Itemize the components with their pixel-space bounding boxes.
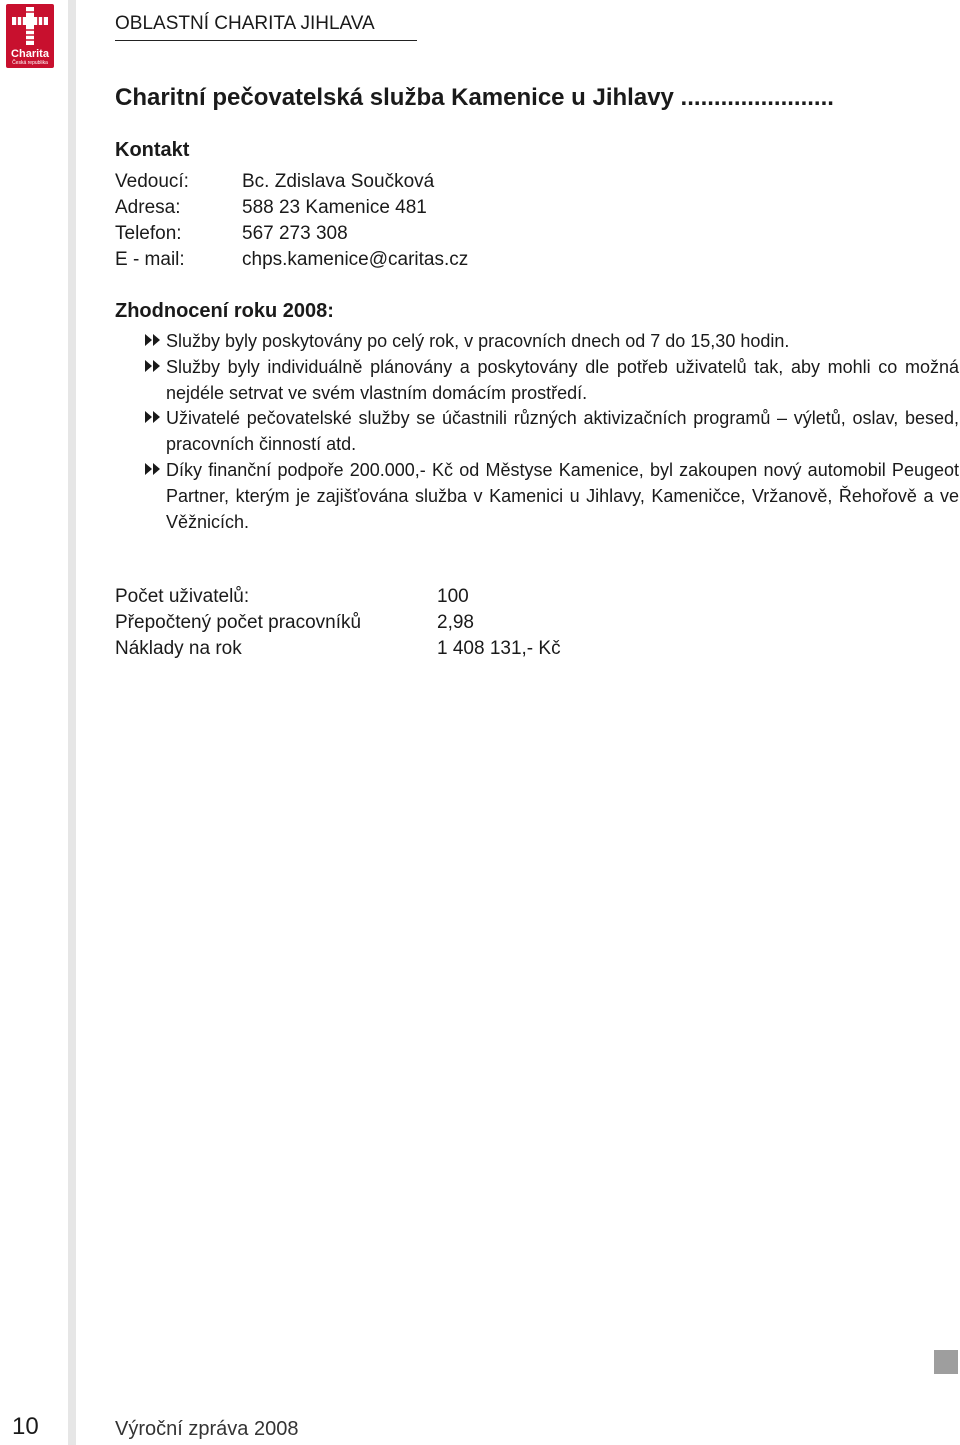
double-arrow-icon [144,359,162,373]
stat-value: 1 408 131,- Kč [437,638,561,659]
double-arrow-icon [144,333,162,347]
email-link[interactable]: chps.kamenice@caritas.cz [242,249,469,270]
footer-text: Výroční zpráva 2008 [115,1418,299,1440]
contact-label: Telefon: [115,223,182,244]
page-title: Charitní pečovatelská služba Kamenice u Jihlavy ....................... [115,84,834,111]
list-item-text: Služby byly poskytovány po celý rok, v pracovních dnech od 7 do 15,30 hodin. [166,331,790,351]
stat-label: Počet uživatelů: [115,586,250,607]
contact-row-email [115,247,468,273]
decorative-square [934,1350,958,1374]
charita-logo [6,4,54,68]
list-item [144,355,959,407]
list-item-text: Díky finanční podpoře 200.000,- Kč od Městyse Kamenice, byl zakoupen nový automobil Peugeot Partner, kterým je zajišťována služba v Kamenici u Jihlavy, Kameničce, Vržanově, Řehořově a ve Věžnicích. [166,459,959,532]
contact-value: 567 273 308 [242,223,348,244]
list-item [144,329,959,355]
statistics-table [115,584,561,662]
evaluation-heading: Zhodnocení roku 2008: [115,300,334,322]
list-item-text: Služby byly individuálně plánovány a poskytovány dle potřeb uživatelů tak, aby mohli co možná nejdéle setrvat ve svém vlastním domácím prostředí. [166,356,959,403]
double-arrow-icon [144,462,162,476]
stat-label: Přepočtený počet pracovníků [115,612,362,633]
stat-label: Náklady na rok [115,638,242,659]
stat-row-workers [115,610,561,636]
stat-row-costs [115,636,561,662]
contact-row-phone [115,221,348,247]
contact-row-manager [115,169,434,195]
logo-subtitle: Česká republika [12,60,48,66]
contact-value: Bc. Zdislava Součková [242,171,435,192]
contact-label: Adresa: [115,197,181,218]
stat-row-users [115,584,561,610]
stat-value: 2,98 [437,612,474,633]
evaluation-list [144,329,959,535]
contact-label: E - mail: [115,249,185,270]
page-number: 10 [12,1413,39,1440]
contact-row-address [115,195,427,221]
organization-header: OBLASTNÍ CHARITA JIHLAVA [115,12,417,41]
list-item [144,458,959,535]
stat-value: 100 [437,586,469,607]
contact-heading: Kontakt [115,139,190,161]
logo-word: Charita [11,48,49,60]
list-item [144,406,959,458]
double-arrow-icon [144,410,162,424]
list-item-text: Uživatelé pečovatelské služby se účastnili různých aktivizačních programů – výletů, oslav, besed, pracovních činností atd. [166,408,959,455]
contact-value: 588 23 Kamenice 481 [242,197,427,218]
side-bar [68,0,76,1445]
contact-label: Vedoucí: [115,171,189,192]
cross-icon [6,4,54,50]
